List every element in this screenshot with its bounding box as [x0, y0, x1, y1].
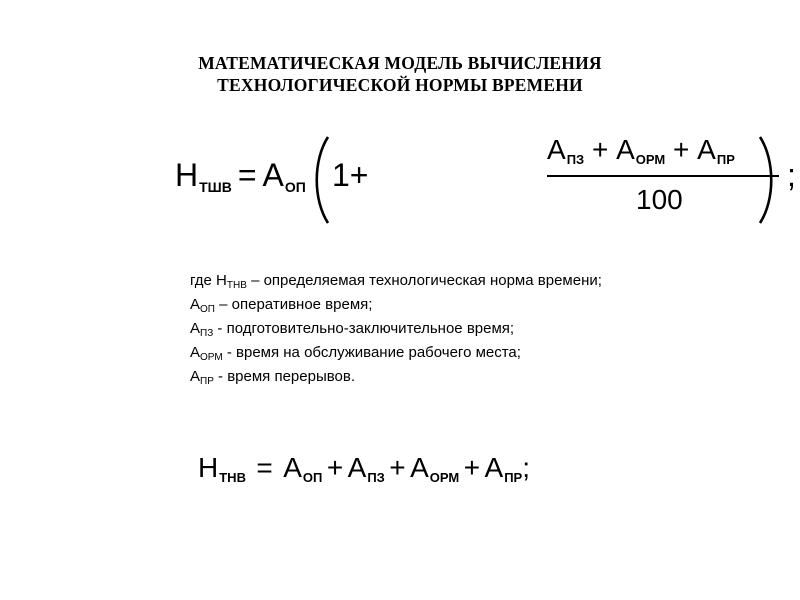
formula1-lhs — [175, 159, 306, 197]
legend-4-sub: ОРМ — [200, 352, 223, 363]
formula2-equals: = — [256, 452, 273, 483]
num-a-pz-sub: ПЗ — [566, 152, 585, 167]
formula-time-norm-sum — [198, 452, 530, 484]
legend-3-symbol: А — [190, 320, 201, 337]
formula1-h-sub: ТШВ — [199, 179, 232, 195]
left-parenthesis — [311, 135, 331, 225]
fraction-bar — [547, 175, 779, 177]
legend-line-4 — [190, 342, 710, 366]
legend-line-1 — [190, 270, 710, 294]
formula2-a-pz-sub: ПЗ — [367, 470, 385, 485]
formula2-plus-3: + — [463, 452, 481, 483]
legend-1-sub: ТНВ — [226, 280, 247, 291]
legend-5-text: - время перерывов. — [213, 368, 356, 385]
fraction-numerator — [547, 135, 735, 170]
title-line-2: ТЕХНОЛОГИЧЕСКОЙ НОРМЫ ВРЕМЕНИ — [217, 75, 583, 95]
formula-time-norm-fraction — [175, 134, 796, 225]
fraction-denominator: 100 — [636, 184, 683, 215]
num-a-orm-sub: ОРМ — [635, 152, 666, 167]
formula2-plus-2: + — [389, 452, 406, 483]
formula2-a-orm-sub: ОРМ — [429, 470, 460, 485]
num-a-pr-sub: ПР — [716, 152, 735, 167]
formula1-a-op-sub: ОП — [284, 179, 306, 195]
legend-1-symbol: где Н — [190, 272, 227, 289]
legend-3-sub: ПЗ — [200, 328, 214, 339]
legend-2-sub: ОП — [200, 304, 215, 315]
formula2-a-pz: А — [347, 452, 367, 483]
num-plus-2: + — [673, 134, 690, 165]
legend-2-symbol: А — [190, 296, 201, 313]
title-line-1: МАТЕМАТИЧЕСКАЯ МОДЕЛЬ ВЫЧИСЛЕНИЯ — [198, 53, 602, 73]
formula2-h: Н — [198, 452, 219, 483]
formula1-equals: = — [237, 157, 257, 193]
legend-line-3 — [190, 318, 710, 342]
formula2-semicolon: ; — [522, 452, 530, 483]
legend-1-text: – определяемая технологическая норма времени; — [246, 272, 602, 289]
legend-4-symbol: А — [190, 344, 201, 361]
legend-line-2 — [190, 294, 710, 318]
formula2-a-pr-sub: ПР — [504, 470, 523, 485]
formula1-one-plus: 1+ — [332, 157, 369, 193]
legend-2-text: – оперативное время; — [214, 296, 373, 313]
legend-5-symbol: А — [190, 368, 201, 385]
formula2-a-op-sub: ОП — [302, 470, 323, 485]
formula1-semicolon: ; — [787, 157, 796, 193]
num-plus-1: + — [591, 134, 609, 165]
formula2-a-op: А — [283, 452, 302, 483]
legend-line-5 — [190, 366, 710, 390]
page-title — [0, 52, 800, 96]
right-parenthesis — [757, 135, 777, 225]
formula1-h: Н — [175, 157, 199, 193]
legend-4-text: - время на обслуживание рабочего места; — [222, 344, 521, 361]
num-a-orm: А — [616, 134, 635, 165]
formula2-a-orm: А — [410, 452, 429, 483]
formula2-h-sub: ТНВ — [219, 470, 246, 485]
variables-legend — [190, 270, 710, 390]
formula2-a-pr: А — [484, 452, 504, 483]
legend-5-sub: ПР — [200, 376, 214, 387]
formula2-plus-1: + — [326, 452, 344, 483]
formula1-a-op: А — [262, 157, 284, 193]
num-a-pz: А — [547, 134, 566, 165]
num-a-pr: А — [697, 134, 716, 165]
legend-3-text: - подготовительно-заключительное время; — [213, 320, 515, 337]
